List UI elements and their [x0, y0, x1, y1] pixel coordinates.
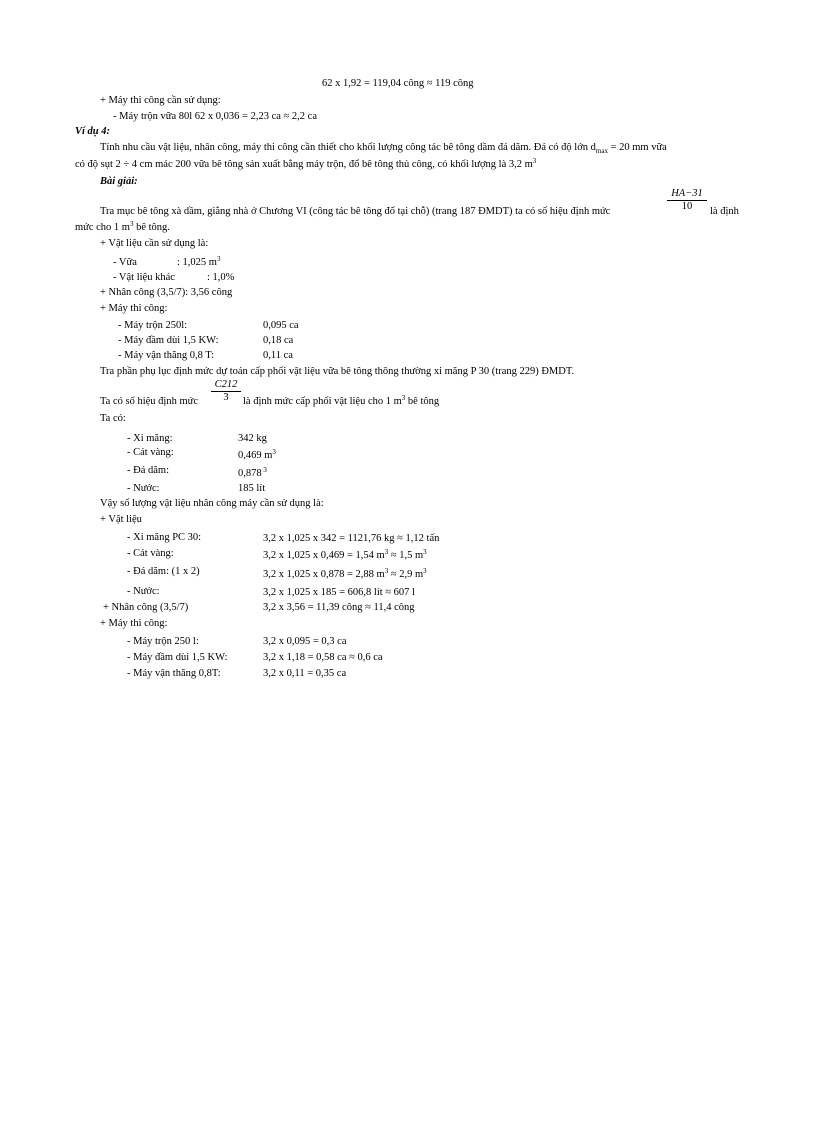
machine-label: - Máy trộn 250l:: [118, 320, 188, 331]
mix-code-text-end: là định mức cấp phối vật liệu cho 1 $m^3$ bê tông: [243, 394, 440, 407]
labor-line: + Nhân công (3,5/7): 3,56 công: [100, 287, 233, 298]
machines-heading: + Máy thi công:: [100, 303, 168, 314]
materials-subheading: + Vật liệu: [100, 514, 142, 525]
lookup-paragraph-end: là định: [710, 206, 739, 217]
machine-value: 0,18 ca: [263, 335, 294, 346]
summary-machine-value: 3,2 x 0,11 = 0,35 ca: [263, 668, 347, 679]
summary-label: - Cát vàng:: [127, 548, 174, 559]
summary-machine-label: - Máy vận thăng 0,8T:: [127, 668, 221, 679]
lookup-paragraph-line2: mức cho 1 $m^3$ bê tông.: [75, 220, 170, 233]
summary-machine-label: - Máy trộn 250 l:: [127, 636, 199, 647]
summary-value: 3,2 x 1,025 x 0,878 = 2,88 $m^3 \approx 2,9$ $m^3$: [263, 567, 427, 580]
summary-value: 3,2 x 1,025 x 185 = 606,8 lít ≈ 607 l: [263, 587, 415, 598]
summary-heading: Vậy số lượng vật liệu nhân công máy cần sử dụng là:: [100, 498, 324, 509]
mix-value: 0,878 $^3$: [238, 466, 267, 479]
mix-label: - Nước:: [127, 483, 160, 494]
summary-label: - Xi măng PC 30:: [127, 532, 202, 543]
summary-machines-heading: + Máy thi công:: [100, 618, 168, 629]
solution-title: Bài giải:: [100, 176, 138, 187]
norm-code-fraction: HA−31 10: [667, 188, 707, 213]
example-title: Ví dụ 4:: [75, 126, 111, 137]
mix-code-fraction: C212 3: [211, 379, 241, 404]
mix-value: 185 lít: [238, 483, 266, 494]
other-material-label: - Vật liệu khác: [113, 272, 175, 283]
example-paragraph-line2: có độ sụt 2 ÷ 4 cm mác 200 vữa bê tông sản xuất bằng máy trộn, đổ bê tông thủ công, có khối lượng là 3,2 $m^3$: [75, 157, 537, 170]
machine-heading: + Máy thi công cần sử dụng:: [100, 95, 221, 106]
appendix-paragraph: Tra phần phụ lục định mức dự toán cấp phối vật liệu vữa bê tông thông thường xi măng P 30 (trang 229) ĐMDT.: [100, 366, 575, 377]
machine-value: 0,11 ca: [263, 350, 293, 361]
mortar-label: - Vữa: [113, 257, 137, 268]
materials-heading: + Vật liệu cần sử dụng là:: [100, 238, 209, 249]
mixer-line: - Máy trộn vữa 80l 62 x 0,036 = 2,23 ca ≈ 2,2 ca: [113, 111, 318, 122]
other-material-value: : 1,0%: [207, 272, 235, 283]
example-paragraph-line1: Tính nhu cầu vật liệu, nhân công, máy thi công cần thiết cho khối lượng công tác bê tông dầm đá dăm. Đá có độ lớn $d_{max} = 20$ mm vữa: [100, 142, 667, 155]
mix-label: - Cát vàng:: [127, 447, 174, 458]
summary-label: - Đá dăm: (1 x 2): [127, 566, 200, 577]
mix-code-text: Ta có số hiệu định mức: [100, 396, 198, 407]
summary-machine-value: 3,2 x 0,095 = 0,3 ca: [263, 636, 347, 647]
summary-machine-label: - Máy đầm dùi 1,5 KW:: [127, 652, 228, 663]
lookup-paragraph: Tra mục bê tông xà dầm, giằng nhà ở Chương VI (công tác bê tông đổ tại chỗ) (trang 187 ĐMDT) ta có số hiệu định mức: [100, 206, 611, 217]
taco-label: Ta có:: [100, 413, 126, 424]
summary-value: 3,2 x 3,56 = 11,39 công ≈ 11,4 công: [263, 602, 415, 613]
mix-value: 0,469 $m^3$: [238, 448, 276, 461]
machine-label: - Máy đầm dùi 1,5 KW:: [118, 335, 219, 346]
mix-value: 342 kg: [238, 433, 267, 444]
summary-value: 3,2 x 1,025 x 342 = 1121,76 kg ≈ 1,12 tấn: [263, 533, 440, 544]
summary-machine-value: 3,2 x 1,18 = 0,58 ca ≈ 0,6 ca: [263, 652, 383, 663]
mortar-value: : 1,025 $m^3$: [177, 255, 221, 268]
machine-value: 0,095 ca: [263, 320, 299, 331]
machine-label: - Máy vận thăng 0,8 T:: [118, 350, 215, 361]
summary-label: - Nước:: [127, 586, 160, 597]
mix-label: - Đá dăm:: [127, 465, 169, 476]
summary-value: 3,2 x 1,025 x 0,469 = 1,54 $m^3 \approx 1,5$ $m^3$: [263, 548, 427, 561]
calc-line: 62 x 1,92 = 119,04 công ≈ 119 công: [322, 78, 474, 89]
mix-label: - Xi măng:: [127, 433, 173, 444]
summary-label: + Nhân công (3,5/7): [103, 602, 189, 613]
